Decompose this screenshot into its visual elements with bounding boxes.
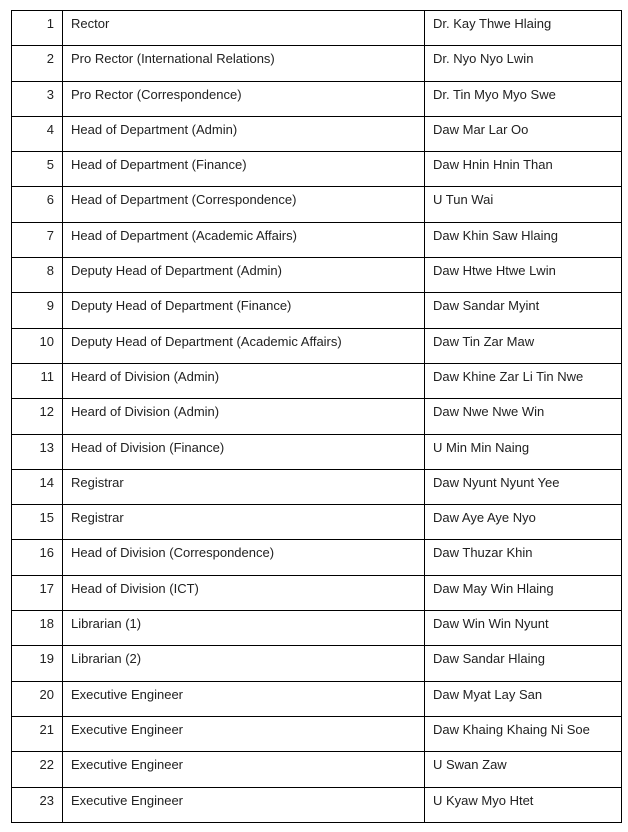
name-cell: Daw Tin Zar Maw — [425, 328, 622, 363]
position-cell: Head of Department (Admin) — [63, 116, 425, 151]
position-cell: Heard of Division (Admin) — [63, 399, 425, 434]
row-number-cell: 11 — [12, 363, 63, 398]
position-cell: Executive Engineer — [63, 716, 425, 751]
row-number-cell: 22 — [12, 752, 63, 787]
row-number-cell: 10 — [12, 328, 63, 363]
position-cell: Pro Rector (Correspondence) — [63, 81, 425, 116]
row-number-cell: 12 — [12, 399, 63, 434]
name-cell: Daw Nwe Nwe Win — [425, 399, 622, 434]
name-cell: Daw Sandar Myint — [425, 293, 622, 328]
name-cell: Daw Khaing Khaing Ni Soe — [425, 716, 622, 751]
position-cell: Rector — [63, 11, 425, 46]
table-row — [12, 575, 622, 610]
name-cell: U Kyaw Myo Htet — [425, 787, 622, 822]
position-cell: Head of Department (Academic Affairs) — [63, 222, 425, 257]
table-row — [12, 328, 622, 363]
table-row — [12, 716, 622, 751]
name-cell: Daw Nyunt Nyunt Yee — [425, 469, 622, 504]
table-row — [12, 540, 622, 575]
row-number-cell: 13 — [12, 434, 63, 469]
table-row — [12, 681, 622, 716]
row-number-cell: 5 — [12, 152, 63, 187]
table-row — [12, 46, 622, 81]
position-cell: Librarian (2) — [63, 646, 425, 681]
table-row — [12, 752, 622, 787]
position-cell: Librarian (1) — [63, 611, 425, 646]
table-row — [12, 116, 622, 151]
position-cell: Head of Department (Finance) — [63, 152, 425, 187]
position-cell: Deputy Head of Department (Admin) — [63, 258, 425, 293]
table-row — [12, 11, 622, 46]
name-cell: U Swan Zaw — [425, 752, 622, 787]
row-number-cell: 9 — [12, 293, 63, 328]
row-number-cell: 17 — [12, 575, 63, 610]
name-cell: Dr. Nyo Nyo Lwin — [425, 46, 622, 81]
row-number-cell: 4 — [12, 116, 63, 151]
staff-table-body — [12, 11, 622, 823]
name-cell: Daw May Win Hlaing — [425, 575, 622, 610]
name-cell: Daw Hnin Hnin Than — [425, 152, 622, 187]
position-cell: Head of Division (Finance) — [63, 434, 425, 469]
name-cell: Daw Htwe Htwe Lwin — [425, 258, 622, 293]
table-row — [12, 81, 622, 116]
table-row — [12, 258, 622, 293]
name-cell: Daw Win Win Nyunt — [425, 611, 622, 646]
position-cell: Executive Engineer — [63, 681, 425, 716]
table-row — [12, 187, 622, 222]
row-number-cell: 6 — [12, 187, 63, 222]
row-number-cell: 16 — [12, 540, 63, 575]
name-cell: Daw Khin Saw Hlaing — [425, 222, 622, 257]
table-row — [12, 363, 622, 398]
position-cell: Head of Department (Correspondence) — [63, 187, 425, 222]
position-cell: Deputy Head of Department (Academic Affairs) — [63, 328, 425, 363]
staff-table — [11, 10, 622, 823]
table-row — [12, 787, 622, 822]
name-cell: Daw Aye Aye Nyo — [425, 505, 622, 540]
row-number-cell: 8 — [12, 258, 63, 293]
position-cell: Executive Engineer — [63, 752, 425, 787]
row-number-cell: 21 — [12, 716, 63, 751]
table-row — [12, 646, 622, 681]
row-number-cell: 7 — [12, 222, 63, 257]
table-row — [12, 152, 622, 187]
row-number-cell: 14 — [12, 469, 63, 504]
table-row — [12, 293, 622, 328]
row-number-cell: 20 — [12, 681, 63, 716]
row-number-cell: 23 — [12, 787, 63, 822]
position-cell: Registrar — [63, 505, 425, 540]
name-cell: Daw Thuzar Khin — [425, 540, 622, 575]
row-number-cell: 18 — [12, 611, 63, 646]
name-cell: Daw Sandar Hlaing — [425, 646, 622, 681]
table-row — [12, 222, 622, 257]
table-row — [12, 434, 622, 469]
row-number-cell: 19 — [12, 646, 63, 681]
table-row — [12, 505, 622, 540]
position-cell: Head of Division (ICT) — [63, 575, 425, 610]
row-number-cell: 15 — [12, 505, 63, 540]
row-number-cell: 3 — [12, 81, 63, 116]
row-number-cell: 1 — [12, 11, 63, 46]
table-row — [12, 611, 622, 646]
position-cell: Executive Engineer — [63, 787, 425, 822]
position-cell: Deputy Head of Department (Finance) — [63, 293, 425, 328]
name-cell: Dr. Kay Thwe Hlaing — [425, 11, 622, 46]
name-cell: Daw Khine Zar Li Tin Nwe — [425, 363, 622, 398]
table-row — [12, 399, 622, 434]
position-cell: Pro Rector (International Relations) — [63, 46, 425, 81]
position-cell: Registrar — [63, 469, 425, 504]
name-cell: Dr. Tin Myo Myo Swe — [425, 81, 622, 116]
position-cell: Head of Division (Correspondence) — [63, 540, 425, 575]
name-cell: U Tun Wai — [425, 187, 622, 222]
table-row — [12, 469, 622, 504]
name-cell: Daw Mar Lar Oo — [425, 116, 622, 151]
position-cell: Heard of Division (Admin) — [63, 363, 425, 398]
name-cell: U Min Min Naing — [425, 434, 622, 469]
name-cell: Daw Myat Lay San — [425, 681, 622, 716]
row-number-cell: 2 — [12, 46, 63, 81]
